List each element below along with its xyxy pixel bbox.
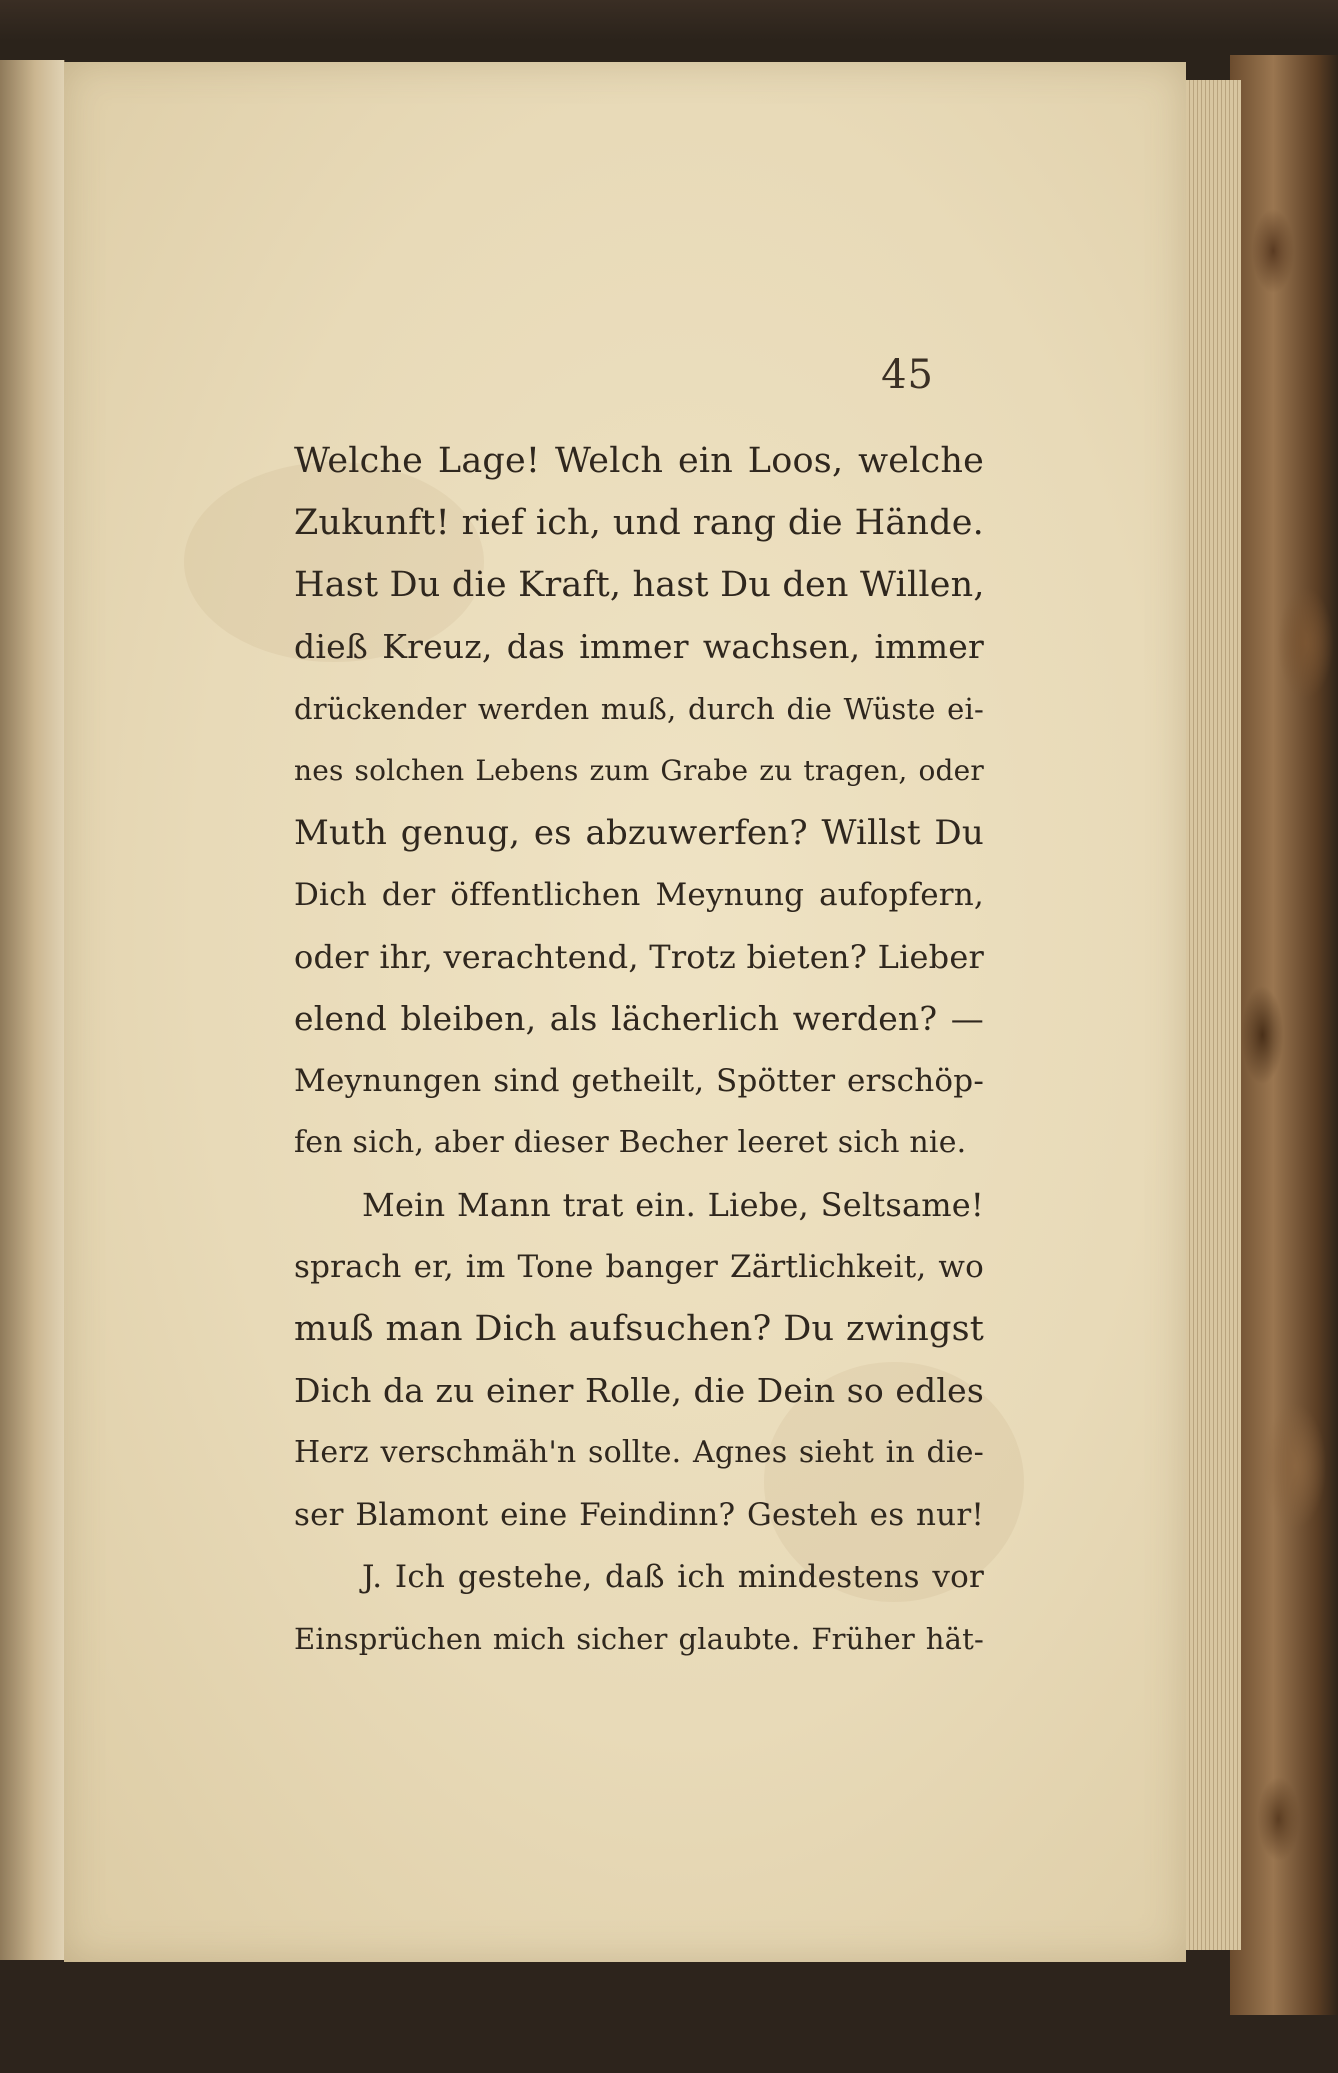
text-line: ser Blamont eine Feindinn? Gesteh es nur! [294, 1497, 984, 1533]
text-line: elend bleiben, als lächerlich werden? — [294, 999, 984, 1038]
book-page [64, 62, 1186, 1962]
text-line: muß man Dich aufsuchen? Du zwingst [294, 1309, 984, 1349]
page-block-edge [1185, 80, 1241, 1950]
text-line: nes solchen Lebens zum Grabe zu tragen, oder [294, 754, 984, 787]
text-line: J. Ich gestehe, daß ich mindestens vor [362, 1559, 984, 1595]
text-line: Zukunft! rief ich, und rang die Hände. [294, 503, 984, 543]
text-line: Herz verschmäh'n sollte. Agnes sieht in die- [294, 1435, 984, 1470]
text-line: Welche Lage! Welch ein Loos, welche [294, 441, 984, 481]
text-line: Dich der öffentlichen Meynung aufopfern, [294, 877, 984, 913]
text-line: Meynungen sind getheilt, Spötter erschöp- [294, 1063, 984, 1099]
text-line: oder ihr, verachtend, Trotz bieten? Lieber [294, 938, 984, 976]
text-line: dieß Kreuz, das immer wachsen, immer [294, 627, 984, 666]
text-line: sprach er, im Tone banger Zärtlichkeit, wo [294, 1249, 984, 1285]
text-line: Hast Du die Kraft, hast Du den Willen, [294, 565, 985, 605]
marbled-cover [1230, 55, 1338, 2015]
page-number: 45 [881, 352, 934, 398]
text-line: fen sich, aber dieser Becher leeret sich nie. [294, 1125, 967, 1160]
text-line: Muth genug, es abzuwerfen? Willst Du [294, 813, 984, 853]
text-line: Einsprüchen mich sicher glaubte. Früher hät- [294, 1622, 984, 1656]
body-text [294, 430, 984, 1670]
text-line: Dich da zu einer Rolle, die Dein so edles [294, 1371, 984, 1410]
text-line: drückender werden muß, durch die Wüste ei- [294, 692, 984, 726]
text-line: Mein Mann trat ein. Liebe, Seltsame! [362, 1186, 984, 1224]
facing-page-edge [0, 60, 65, 1960]
